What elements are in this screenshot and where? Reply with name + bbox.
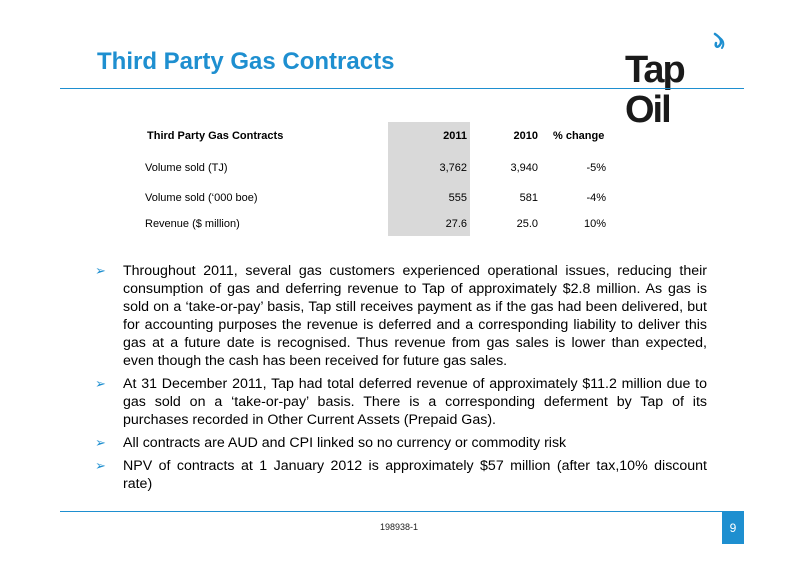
table-cell-change: 10% <box>583 218 606 230</box>
bullet-item <box>95 434 707 452</box>
table-header-2011: 2011 <box>443 130 467 142</box>
table-cell-2011: 555 <box>448 192 467 204</box>
table-cell-2011: 3,762 <box>439 162 467 174</box>
table-cell-change: -4% <box>586 192 606 204</box>
arrow-bullet-icon: ➢ <box>95 376 106 391</box>
document-id: 198938-1 <box>380 522 419 532</box>
table-header-label: Third Party Gas Contracts <box>147 130 284 142</box>
table-header-2010: 2010 <box>513 130 538 142</box>
title-divider <box>60 88 744 89</box>
bullet-item <box>95 375 707 429</box>
table-row-label: Volume sold (‘000 boe) <box>145 192 258 204</box>
table-header-change: % change <box>553 130 605 142</box>
page-title: Third Party Gas Contracts <box>97 48 395 75</box>
arrow-bullet-icon: ➢ <box>95 458 106 473</box>
bullet-text: At 31 December 2011, Tap had total deferred revenue of approximately $11.2 million due to gas sold on a ‘take-or-pay’ basis. There is a corresponding deferment by Tap of its purchases recorded in Other Current Assets (Prepaid Gas). <box>123 376 707 428</box>
table-cell-change: -5% <box>586 162 606 174</box>
table-row-label: Revenue ($ million) <box>145 218 240 230</box>
bullet-item <box>95 457 707 493</box>
arrow-bullet-icon: ➢ <box>95 435 106 450</box>
table-cell-2010: 3,940 <box>510 162 538 174</box>
arrow-bullet-icon: ➢ <box>95 263 106 278</box>
table-cell-2010: 581 <box>519 192 538 204</box>
footer-divider <box>60 511 744 512</box>
page-number: 9 <box>722 512 744 544</box>
table-row-label: Volume sold (TJ) <box>145 162 228 174</box>
bullet-list <box>95 262 707 498</box>
logo-wordmark: Tap Oil <box>625 49 684 131</box>
bullet-text: NPV of contracts at 1 January 2012 is approximately $57 million (after tax,10% discount rate) <box>123 458 707 492</box>
tap-oil-logo <box>625 30 735 131</box>
table-cell-2011: 27.6 <box>445 218 467 230</box>
bullet-text: All contracts are AUD and CPI linked so no currency or commodity risk <box>123 435 567 451</box>
bullet-text: Throughout 2011, several gas customers experienced operational issues, reducing their consumption of gas and deferring revenue to Tap of approximately $2.8 million. As gas is sold on a ‘take-or-pay’ basis, Tap still receives payment as if the gas had been delivered, but for accounting purposes the revenue is deferred and a corresponding liability to deliver this gas at a future date is recognised. Thus revenue from gas sales is lower than expected, even though the cash has been received for future gas sales. <box>123 263 707 369</box>
table-cell-2010: 25.0 <box>516 218 538 230</box>
bullet-item <box>95 262 707 370</box>
